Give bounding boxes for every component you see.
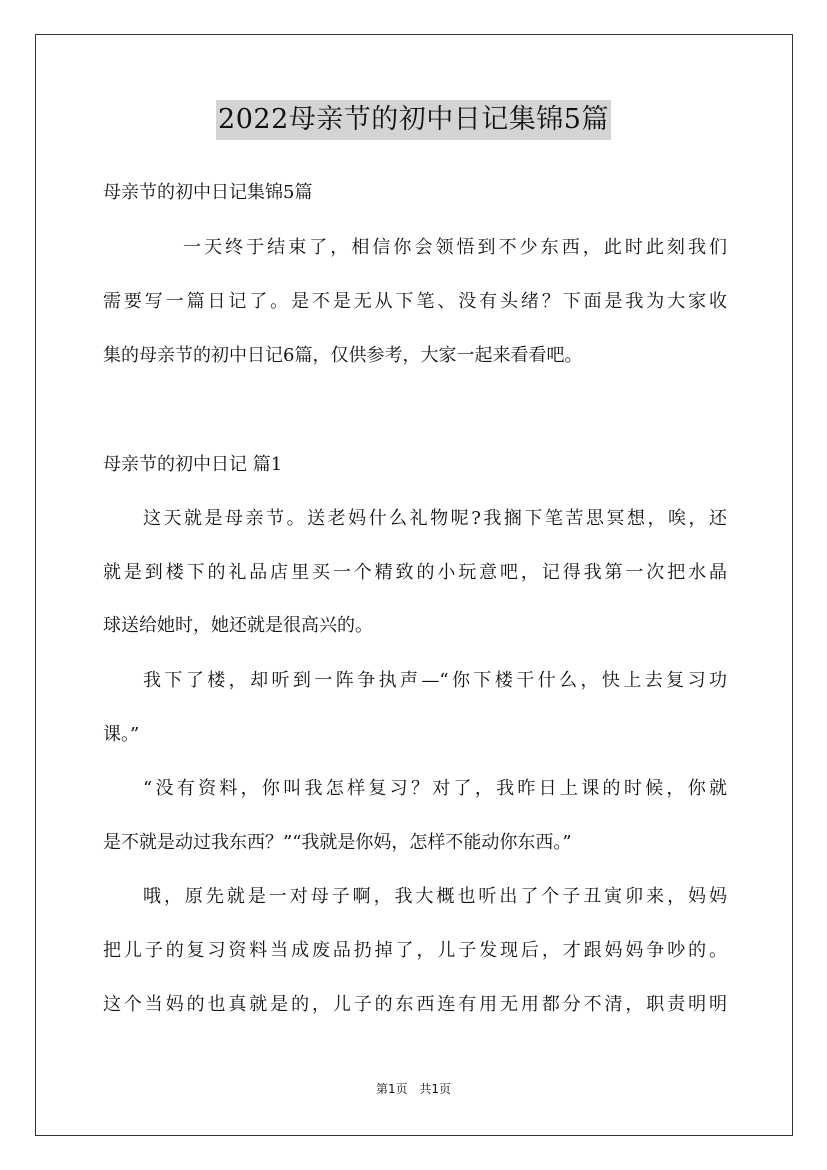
paragraph-line: 集的母亲节的初中日记6篇，仅供参考，大家一起来看看吧。: [103, 345, 583, 366]
page-number: 第1页: [375, 1082, 408, 1096]
page-footer: [0, 1080, 827, 1097]
paragraph-line: 这天就是母亲节。送老妈什么礼物呢?我搁下笔苦思冥想，唉，还: [143, 508, 727, 529]
paragraph-line: 一天终于结束了，相信你会领悟到不少东西，此时此刻我们: [183, 237, 727, 258]
title-container: [0, 100, 827, 140]
document-title: 2022母亲节的初中日记集锦5篇: [216, 100, 611, 140]
paragraph-line: 就是到楼下的礼品店里买一个精致的小玩意吧，记得我第一次把水晶: [103, 562, 727, 583]
paragraph-line: 哦，原先就是一对母子啊，我大概也听出了个子丑寅卯来，妈妈: [143, 886, 727, 907]
subtitle-line: 母亲节的初中日记集锦5篇: [103, 182, 313, 203]
paragraph-line: 是不就是动过我东西？”“我就是你妈，怎样不能动你东西。”: [103, 832, 572, 853]
paragraph-line: 需要写一篇日记了。是不是无从下笔、没有头绪？下面是我为大家收: [103, 291, 727, 312]
total-pages: 共1页: [419, 1082, 452, 1096]
section-heading: 母亲节的初中日记 篇1: [103, 454, 283, 475]
paragraph-line: 这个当妈的也真就是的，儿子的东西连有用无用都分不清，职责明明: [103, 994, 727, 1015]
paragraph-line: 球送给她时，她还就是很高兴的。: [103, 615, 373, 636]
paragraph-line: 把儿子的复习资料当成废品扔掉了，儿子发现后，才跟妈妈争吵的。: [103, 940, 727, 961]
paragraph-line: “没有资料，你叫我怎样复习？对了，我昨日上课的时候，你就: [143, 778, 727, 799]
paragraph-line: 课。”: [103, 724, 140, 745]
paragraph-line: 我下了楼，却听到一阵争执声—“你下楼干什么，快上去复习功: [143, 670, 727, 691]
